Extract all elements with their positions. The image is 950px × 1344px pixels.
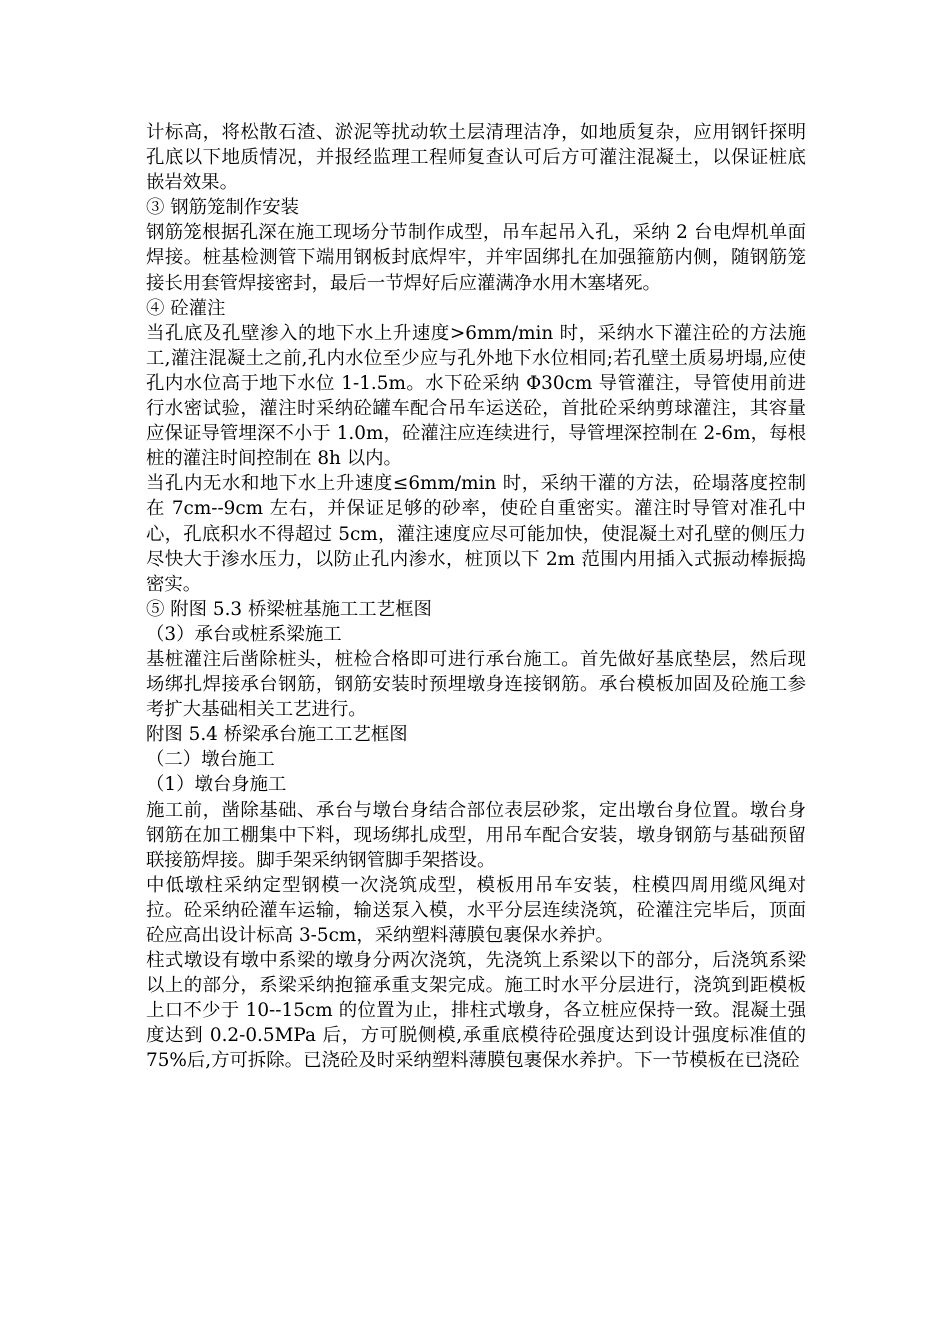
heading-figure-5-4: 附图 5.4 桥梁承台施工工艺框图 — [146, 724, 408, 746]
paragraph-pile-bottom-cleaning: 计标高，将松散石渣、淤泥等扰动软土层清理洁净，如地质复杂，应用钢钎探明孔底以下地质情况，并报经监理工程师复查认可后方可灌注混凝土，以保证桩底嵌岩效果。 — [146, 122, 806, 194]
heading-concrete-pouring: ④ 砼灌注 — [146, 297, 226, 319]
paragraph-underwater-pouring: 当孔底及孔壁渗入的地下水上升速度>6mm/min 时，采纳水下灌注砼的方法施工,灌注混凝土之前,孔内水位至少应与孔外地下水位相同;若孔壁土质易坍塌,应使孔内水位高于地下水位 1-1.5m。水下砼采纳 Φ30cm 导管灌注，导管使用前进行水密试验，灌注时采纳砼罐车配合吊车运送砼，首批砼采纳剪球灌注，其容量应保证导管埋深不小于 1.0m，砼灌注应连续进行，导管埋深控制在 2-6m，每根桩的灌注时间控制在 8h 以内。 — [146, 322, 806, 470]
paragraph-column-pier: 柱式墩设有墩中系梁的墩身分两次浇筑，先浇筑上系梁以下的部分，后浇筑系梁以上的部分，系梁采纳抱箍承重支架完成。施工时水平分层进行，浇筑到距模板上口不少于 10--15cm 的位置为止，排柱式墩身，各立桩应保持一致。混凝土强度达到 0.2-0.5MPa 后，方可脱侧模,承重底模待砼强度达到设计强度标准值的 75%后,方可拆除。已浇砼及时采纳塑料薄膜包裹保水养护。下一节模板在已浇砼 — [146, 950, 806, 1072]
paragraph-pile-cap: 基桩灌注后凿除桩头，桩检合格即可进行承台施工。首先做好基底垫层，然后现场绑扎焊接承台钢筋，钢筋安装时预埋墩身连接钢筋。承台模板加固及砼施工参考扩大基础相关工艺进行。 — [146, 648, 806, 721]
paragraph-pier-prep: 施工前，凿除基础、承台与墩台身结合部位表层砂浆，定出墩台身位置。墩台身钢筋在加工棚集中下料，现场绑扎成型，用吊车配合安装，墩身钢筋与基础预留联接筋焊接。脚手架采纳钢管脚手架搭设。 — [146, 799, 806, 871]
paragraph-dry-pouring: 当孔内无水和地下水上升速度≤6mm/min 时，采纳干灌的方法，砼塌落度控制在 7cm--9cm 左右，并保证足够的砂率，使砼自重密实。灌注时导管对准孔中心，孔底积水不得超过 5cm，灌注速度应尽可能加快，使混凝土对孔壁的侧压力尽快大于渗水压力，以防止孔内渗水，桩顶以下 2m 范围内用插入式振动棒振捣密实。 — [146, 473, 806, 595]
document-page — [146, 120, 806, 1074]
heading-pile-cap: （3）承台或桩系梁施工 — [146, 623, 342, 645]
paragraph-rebar-cage: 钢筋笼根据孔深在施工现场分节制作成型，吊车起吊入孔，采纳 2 台电焊机单面焊接。桩基检测管下端用钢板封底焊牢，并牢固绑扎在加强箍筋内侧，随钢筋笼接长用套管焊接密封，最后一节焊好后应灌满净水用木塞堵死。 — [146, 222, 806, 294]
heading-pier-body: （1）墩台身施工 — [146, 774, 287, 796]
heading-pier-abutment: （二）墩台施工 — [146, 749, 275, 771]
heading-figure-5-3: ⑤ 附图 5.3 桥梁桩基施工工艺框图 — [146, 598, 432, 620]
heading-rebar-cage: ③ 钢筋笼制作安装 — [146, 197, 299, 219]
paragraph-low-pier-forming: 中低墩柱采纳定型钢模一次浇筑成型，模板用吊车安装，柱模四周用缆风绳对拉。砼采纳砼灌车运输，输送泵入模，水平分层连续浇筑，砼灌注完毕后，顶面砼应高出设计标高 3-5cm，采纳塑料薄膜包裹保水养护。 — [146, 874, 806, 946]
